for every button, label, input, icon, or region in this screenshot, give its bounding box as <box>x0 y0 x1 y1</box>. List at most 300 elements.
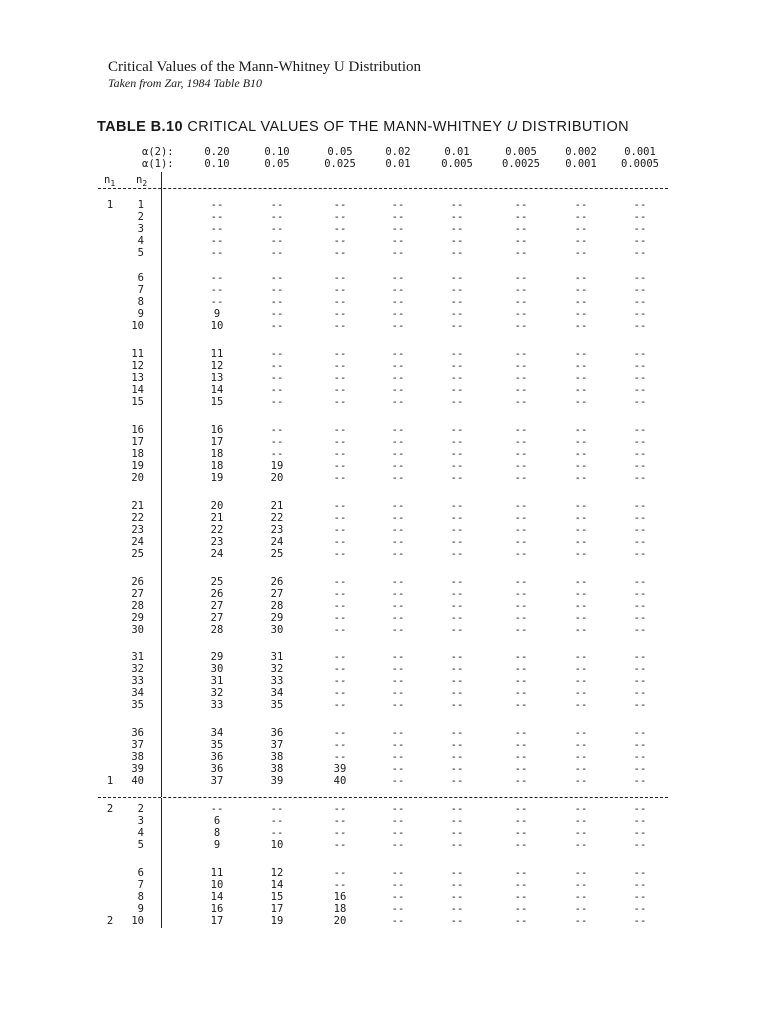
critical-value-cell: -- <box>514 296 528 308</box>
critical-value-cell: 34 <box>210 727 224 739</box>
critical-value-cell: -- <box>633 775 647 787</box>
alpha1-value: 0.10 <box>204 158 230 170</box>
critical-value-cell: -- <box>270 235 284 247</box>
critical-value-cell: -- <box>450 624 464 636</box>
critical-value-cell: -- <box>514 891 528 903</box>
critical-value-cell: -- <box>574 663 588 675</box>
critical-value-cell: -- <box>574 284 588 296</box>
critical-value-cell: -- <box>514 424 528 436</box>
critical-value-cell: -- <box>514 827 528 839</box>
critical-value-cell: -- <box>270 284 284 296</box>
critical-value-cell: -- <box>391 424 405 436</box>
critical-value-cell: -- <box>633 308 647 320</box>
n2-cell: 7 <box>137 879 144 891</box>
critical-value-cell: -- <box>391 199 405 211</box>
critical-value-cell: -- <box>333 548 347 560</box>
critical-value-cell: -- <box>514 663 528 675</box>
critical-value-cell: -- <box>574 272 588 284</box>
critical-value-cell: -- <box>574 320 588 332</box>
critical-value-cell: -- <box>391 915 405 927</box>
critical-value-cell: -- <box>633 448 647 460</box>
critical-value-cell: -- <box>391 360 405 372</box>
critical-value-cell: -- <box>633 699 647 711</box>
n2-cell: 6 <box>137 272 144 284</box>
critical-value-cell: -- <box>633 624 647 636</box>
critical-value-cell: -- <box>633 296 647 308</box>
critical-value-cell: -- <box>514 284 528 296</box>
critical-value-cell: -- <box>391 775 405 787</box>
n2-cell: 18 <box>131 448 144 460</box>
critical-value-cell: -- <box>210 803 224 815</box>
critical-value-cell: -- <box>633 915 647 927</box>
critical-value-cell: -- <box>450 223 464 235</box>
critical-value-cell: -- <box>574 727 588 739</box>
critical-value-cell: -- <box>633 903 647 915</box>
critical-value-cell: -- <box>450 687 464 699</box>
n2-cell: 35 <box>131 699 144 711</box>
n2-header-letter: n <box>136 174 143 186</box>
n2-cell: 33 <box>131 675 144 687</box>
critical-value-cell: -- <box>391 524 405 536</box>
critical-value-cell: -- <box>514 699 528 711</box>
critical-value-cell: -- <box>333 460 347 472</box>
critical-value-cell: 27 <box>270 588 284 600</box>
critical-value-cell: 31 <box>270 651 284 663</box>
critical-value-cell: -- <box>391 536 405 548</box>
critical-value-cell: 22 <box>270 512 284 524</box>
n2-cell: 31 <box>131 651 144 663</box>
critical-value-cell: -- <box>633 763 647 775</box>
critical-value-cell: -- <box>574 879 588 891</box>
table-title <box>97 119 629 135</box>
critical-value-cell: -- <box>633 675 647 687</box>
critical-value-cell: -- <box>450 512 464 524</box>
critical-value-cell: -- <box>450 588 464 600</box>
critical-value-cell: -- <box>270 223 284 235</box>
critical-value-cell: 30 <box>270 624 284 636</box>
critical-value-cell: -- <box>514 803 528 815</box>
critical-value-cell: -- <box>633 436 647 448</box>
critical-value-cell: -- <box>333 436 347 448</box>
critical-value-cell: -- <box>210 223 224 235</box>
critical-value-cell: -- <box>514 739 528 751</box>
critical-value-cell: -- <box>391 879 405 891</box>
critical-value-cell: -- <box>333 512 347 524</box>
critical-value-cell: -- <box>633 272 647 284</box>
critical-value-cell: -- <box>514 384 528 396</box>
critical-value-cell: -- <box>574 675 588 687</box>
critical-value-cell: 15 <box>210 396 224 408</box>
critical-value-cell: 10 <box>210 320 224 332</box>
critical-value-cell: -- <box>450 675 464 687</box>
critical-value-cell: 19 <box>270 460 284 472</box>
n1-cell: 2 <box>106 915 114 927</box>
critical-value-cell: -- <box>391 372 405 384</box>
critical-value-cell: -- <box>514 548 528 560</box>
critical-value-cell: -- <box>210 284 224 296</box>
alpha1-label: α(1): <box>142 158 174 170</box>
critical-value-cell: -- <box>574 308 588 320</box>
critical-value-cell: -- <box>574 839 588 851</box>
critical-value-cell: -- <box>333 396 347 408</box>
critical-value-cell: -- <box>391 348 405 360</box>
n2-cell: 3 <box>137 223 144 235</box>
critical-value-cell: 14 <box>210 891 224 903</box>
critical-value-cell: -- <box>391 396 405 408</box>
critical-value-cell: -- <box>391 687 405 699</box>
critical-value-cell: -- <box>450 839 464 851</box>
critical-value-cell: 20 <box>270 472 284 484</box>
critical-value-cell: -- <box>270 247 284 259</box>
n2-cell: 6 <box>137 867 144 879</box>
critical-value-cell: -- <box>450 891 464 903</box>
n2-cell: 29 <box>131 612 144 624</box>
critical-value-cell: 38 <box>270 763 284 775</box>
critical-value-cell: -- <box>633 284 647 296</box>
critical-value-cell: -- <box>450 235 464 247</box>
critical-value-cell: -- <box>633 751 647 763</box>
critical-value-cell: 37 <box>210 775 224 787</box>
critical-value-cell: -- <box>633 600 647 612</box>
critical-value-cell: 23 <box>210 536 224 548</box>
critical-value-cell: -- <box>270 448 284 460</box>
critical-value-cell: -- <box>514 687 528 699</box>
critical-value-cell: -- <box>450 448 464 460</box>
critical-value-cell: 10 <box>270 839 284 851</box>
critical-value-cell: 33 <box>210 699 224 711</box>
critical-value-cell: -- <box>270 424 284 436</box>
critical-value-cell: -- <box>514 624 528 636</box>
critical-value-cell: -- <box>633 727 647 739</box>
critical-value-cell: -- <box>333 199 347 211</box>
n2-cell: 25 <box>131 548 144 560</box>
critical-value-cell: 25 <box>210 576 224 588</box>
critical-value-cell: -- <box>391 384 405 396</box>
critical-value-cell: -- <box>391 460 405 472</box>
alpha2-value: 0.005 <box>505 146 537 158</box>
column-separator-upper <box>161 172 162 797</box>
critical-value-cell: -- <box>333 211 347 223</box>
critical-value-cell: -- <box>450 284 464 296</box>
critical-value-cell: 30 <box>210 663 224 675</box>
critical-value-cell: -- <box>333 424 347 436</box>
critical-value-cell: -- <box>333 576 347 588</box>
critical-value-cell: -- <box>450 524 464 536</box>
critical-value-cell: -- <box>333 663 347 675</box>
critical-value-cell: -- <box>391 867 405 879</box>
critical-value-cell: -- <box>633 396 647 408</box>
critical-value-cell: 37 <box>270 739 284 751</box>
critical-value-cell: -- <box>333 624 347 636</box>
critical-value-cell: -- <box>391 308 405 320</box>
critical-value-cell: -- <box>450 372 464 384</box>
critical-value-cell: -- <box>450 739 464 751</box>
critical-value-cell: -- <box>270 211 284 223</box>
critical-value-cell: -- <box>574 600 588 612</box>
alpha1-value: 0.001 <box>565 158 597 170</box>
critical-value-cell: 11 <box>210 348 224 360</box>
alpha1-value: 0.0025 <box>502 158 540 170</box>
critical-value-cell: -- <box>391 815 405 827</box>
critical-value-cell: -- <box>210 235 224 247</box>
n2-cell: 13 <box>131 372 144 384</box>
critical-value-cell: -- <box>333 867 347 879</box>
n1-cell: 2 <box>106 803 114 815</box>
n1-header-subscript: 1 <box>110 179 116 188</box>
critical-value-cell: -- <box>514 763 528 775</box>
critical-value-cell: -- <box>514 320 528 332</box>
critical-value-cell: 16 <box>210 903 224 915</box>
critical-value-cell: -- <box>633 588 647 600</box>
n2-cell: 10 <box>131 320 144 332</box>
critical-value-cell: 11 <box>210 867 224 879</box>
critical-value-cell: -- <box>391 320 405 332</box>
critical-value-cell: -- <box>633 199 647 211</box>
critical-value-cell: -- <box>574 460 588 472</box>
critical-value-cell: -- <box>514 360 528 372</box>
n2-cell: 2 <box>137 803 144 815</box>
critical-value-cell: -- <box>574 548 588 560</box>
critical-value-cell: -- <box>574 296 588 308</box>
critical-value-cell: -- <box>514 372 528 384</box>
critical-value-cell: -- <box>391 500 405 512</box>
critical-value-cell: -- <box>391 548 405 560</box>
critical-value-cell: -- <box>633 500 647 512</box>
n1-header-letter: n <box>104 174 111 186</box>
critical-value-cell: -- <box>450 727 464 739</box>
critical-value-cell: -- <box>333 803 347 815</box>
critical-value-cell: -- <box>333 687 347 699</box>
critical-value-cell: -- <box>574 223 588 235</box>
n2-cell: 8 <box>137 891 144 903</box>
n2-cell: 5 <box>137 247 144 259</box>
critical-value-cell: 21 <box>210 512 224 524</box>
critical-value-cell: -- <box>391 211 405 223</box>
critical-value-cell: 38 <box>270 751 284 763</box>
column-separator-lower <box>161 798 162 928</box>
critical-value-cell: -- <box>450 751 464 763</box>
critical-value-cell: 20 <box>210 500 224 512</box>
critical-value-cell: -- <box>391 751 405 763</box>
critical-value-cell: -- <box>574 199 588 211</box>
alpha2-value: 0.002 <box>565 146 597 158</box>
critical-value-cell: 29 <box>270 612 284 624</box>
critical-value-cell: -- <box>574 348 588 360</box>
critical-value-cell: 29 <box>210 651 224 663</box>
critical-value-cell: -- <box>391 675 405 687</box>
critical-value-cell: -- <box>633 247 647 259</box>
critical-value-cell: 32 <box>210 687 224 699</box>
n1-cell: 1 <box>106 199 114 211</box>
n2-cell: 20 <box>131 472 144 484</box>
critical-value-cell: -- <box>514 612 528 624</box>
critical-value-cell: -- <box>574 436 588 448</box>
critical-value-cell: 10 <box>210 879 224 891</box>
n2-cell: 11 <box>131 348 144 360</box>
critical-value-cell: -- <box>574 396 588 408</box>
critical-value-cell: -- <box>270 803 284 815</box>
critical-value-cell: -- <box>450 320 464 332</box>
critical-value-cell: -- <box>270 199 284 211</box>
critical-value-cell: -- <box>574 524 588 536</box>
critical-value-cell: -- <box>270 272 284 284</box>
critical-value-cell: -- <box>633 879 647 891</box>
critical-value-cell: -- <box>633 651 647 663</box>
critical-value-cell: 12 <box>210 360 224 372</box>
document-subtitle: Taken from Zar, 1984 Table B10 <box>108 76 263 90</box>
critical-value-cell: -- <box>514 348 528 360</box>
critical-value-cell: -- <box>633 524 647 536</box>
critical-value-cell: -- <box>391 576 405 588</box>
critical-value-cell: -- <box>450 763 464 775</box>
critical-value-cell: -- <box>633 348 647 360</box>
alpha1-value: 0.025 <box>324 158 356 170</box>
critical-value-cell: 12 <box>270 867 284 879</box>
critical-value-cell: 6 <box>213 815 221 827</box>
critical-value-cell: 17 <box>270 903 284 915</box>
critical-value-cell: -- <box>391 739 405 751</box>
critical-value-cell: -- <box>450 827 464 839</box>
critical-value-cell: -- <box>574 247 588 259</box>
critical-value-cell: -- <box>333 320 347 332</box>
critical-value-cell: -- <box>391 472 405 484</box>
critical-value-cell: -- <box>333 699 347 711</box>
critical-value-cell: -- <box>450 424 464 436</box>
critical-value-cell: 25 <box>270 548 284 560</box>
critical-value-cell: -- <box>333 739 347 751</box>
critical-value-cell: 19 <box>210 472 224 484</box>
critical-value-cell: -- <box>333 372 347 384</box>
critical-value-cell: -- <box>574 763 588 775</box>
critical-value-cell: -- <box>450 879 464 891</box>
n2-cell: 24 <box>131 536 144 548</box>
critical-value-cell: -- <box>574 536 588 548</box>
critical-value-cell: -- <box>574 803 588 815</box>
critical-value-cell: -- <box>333 651 347 663</box>
alpha2-value: 0.02 <box>385 146 411 158</box>
critical-value-cell: -- <box>574 867 588 879</box>
critical-value-cell: -- <box>450 247 464 259</box>
critical-value-cell: -- <box>450 815 464 827</box>
critical-value-cell: -- <box>574 751 588 763</box>
n2-cell: 32 <box>131 663 144 675</box>
table-title-prefix: TABLE B.10 <box>97 119 183 135</box>
critical-value-cell: -- <box>450 548 464 560</box>
critical-value-cell: -- <box>450 360 464 372</box>
critical-value-cell: -- <box>574 500 588 512</box>
critical-value-cell: -- <box>574 472 588 484</box>
alpha1-value: 0.0005 <box>621 158 659 170</box>
critical-value-cell: 28 <box>270 600 284 612</box>
critical-value-cell: -- <box>514 600 528 612</box>
critical-value-cell: 18 <box>333 903 347 915</box>
critical-value-cell: -- <box>333 500 347 512</box>
critical-value-cell: -- <box>574 699 588 711</box>
critical-value-cell: -- <box>333 223 347 235</box>
critical-value-cell: -- <box>333 524 347 536</box>
critical-value-cell: -- <box>574 915 588 927</box>
critical-value-cell: -- <box>633 223 647 235</box>
critical-value-cell: -- <box>270 372 284 384</box>
critical-value-cell: -- <box>633 360 647 372</box>
critical-value-cell: -- <box>450 699 464 711</box>
critical-value-cell: -- <box>270 396 284 408</box>
critical-value-cell: -- <box>333 751 347 763</box>
alpha2-value: 0.10 <box>264 146 290 158</box>
critical-value-cell: 28 <box>210 624 224 636</box>
critical-value-cell: -- <box>210 211 224 223</box>
critical-value-cell: -- <box>450 915 464 927</box>
critical-value-cell: -- <box>633 372 647 384</box>
critical-value-cell: -- <box>514 903 528 915</box>
n2-cell: 9 <box>137 903 144 915</box>
alpha1-value: 0.005 <box>441 158 473 170</box>
critical-value-cell: -- <box>633 211 647 223</box>
critical-value-cell: 9 <box>213 839 221 851</box>
critical-value-cell: -- <box>333 284 347 296</box>
critical-value-cell: -- <box>574 687 588 699</box>
n2-cell: 38 <box>131 751 144 763</box>
critical-value-cell: -- <box>514 199 528 211</box>
n2-cell: 16 <box>131 424 144 436</box>
critical-value-cell: -- <box>270 815 284 827</box>
critical-value-cell: -- <box>514 223 528 235</box>
critical-value-cell: -- <box>450 663 464 675</box>
alpha2-label: α(2): <box>142 146 174 158</box>
critical-value-cell: -- <box>633 472 647 484</box>
critical-value-cell: -- <box>333 612 347 624</box>
critical-value-cell: -- <box>450 536 464 548</box>
document-title: Critical Values of the Mann-Whitney U Distribution <box>108 59 422 75</box>
critical-value-cell: -- <box>574 612 588 624</box>
n2-cell: 26 <box>131 576 144 588</box>
critical-value-cell: -- <box>574 235 588 247</box>
critical-value-cell: -- <box>633 460 647 472</box>
critical-value-cell: -- <box>574 775 588 787</box>
alpha2-value: 0.20 <box>204 146 230 158</box>
critical-value-cell: -- <box>333 348 347 360</box>
critical-value-cell: -- <box>514 727 528 739</box>
critical-value-cell: 33 <box>270 675 284 687</box>
critical-value-cell: 17 <box>210 915 224 927</box>
n1-cell: 1 <box>106 775 114 787</box>
n2-cell: 15 <box>131 396 144 408</box>
critical-value-cell: -- <box>633 235 647 247</box>
critical-value-cell: -- <box>450 384 464 396</box>
critical-value-cell: -- <box>633 548 647 560</box>
critical-value-cell: -- <box>514 436 528 448</box>
critical-value-cell: -- <box>391 651 405 663</box>
table-title-text: CRITICAL VALUES OF THE MANN-WHITNEY <box>187 119 503 135</box>
critical-value-cell: -- <box>333 448 347 460</box>
critical-value-cell: -- <box>270 308 284 320</box>
critical-value-cell: -- <box>391 296 405 308</box>
critical-value-cell: -- <box>514 879 528 891</box>
critical-value-cell: 18 <box>210 460 224 472</box>
critical-value-cell: -- <box>210 199 224 211</box>
n2-cell: 21 <box>131 500 144 512</box>
table-title-u: U <box>506 119 518 135</box>
n2-cell: 5 <box>137 839 144 851</box>
critical-value-cell: 36 <box>210 763 224 775</box>
critical-value-cell: -- <box>391 448 405 460</box>
critical-value-cell: -- <box>391 223 405 235</box>
critical-value-cell: -- <box>391 803 405 815</box>
critical-value-cell: -- <box>574 384 588 396</box>
critical-value-cell: 35 <box>270 699 284 711</box>
critical-value-cell: -- <box>574 903 588 915</box>
critical-value-cell: -- <box>391 512 405 524</box>
